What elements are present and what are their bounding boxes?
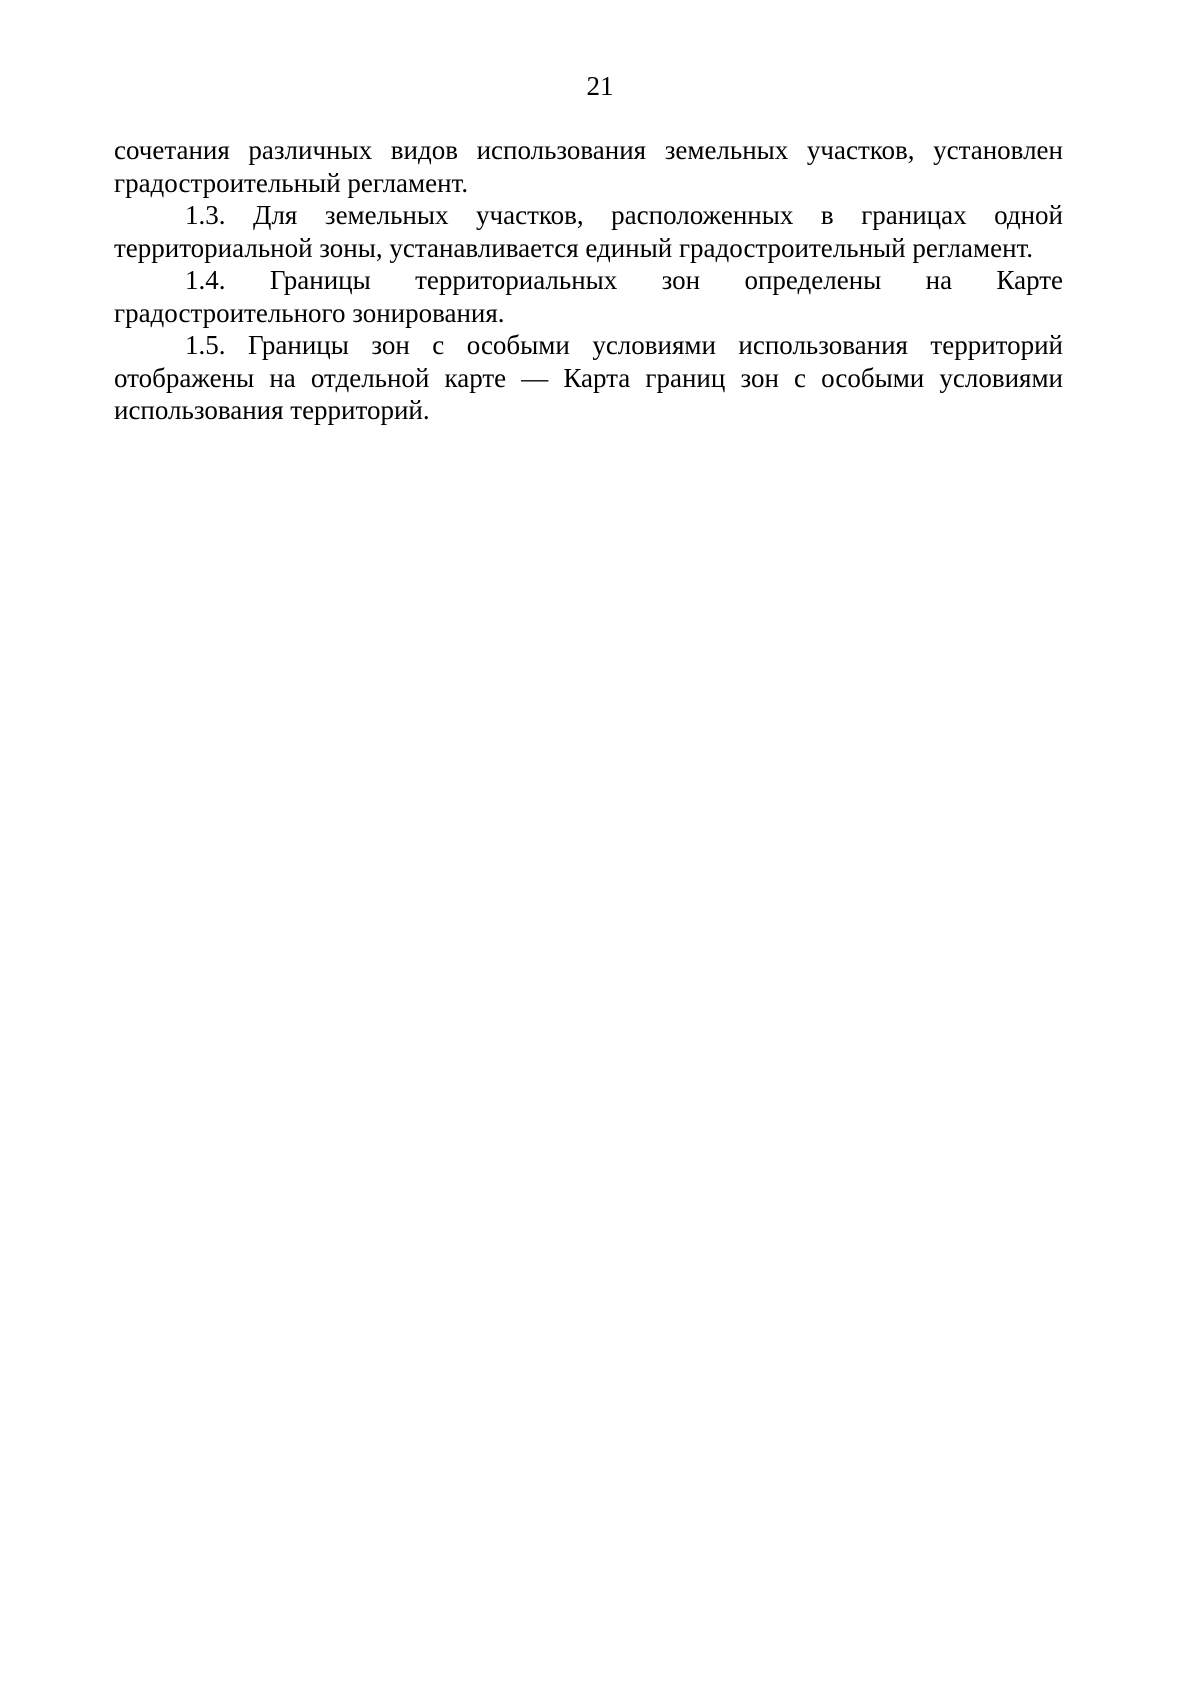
paragraph-1-5: 1.5. Границы зон с особыми условиями использования территорий отображены на отдельной карте — Карта границ зон с особыми условиями использования территорий.: [114, 330, 1063, 425]
paragraph-continuation: сочетания различных видов использования земельных участков, установлен градостроительный регламент.: [114, 135, 1063, 198]
page-number: 21: [586, 71, 614, 101]
document-body: [114, 134, 1063, 427]
paragraph-1-4: 1.4. Границы территориальных зон определены на Карте градостроительного зонирования.: [114, 265, 1063, 328]
paragraph-1-3: 1.3. Для земельных участков, расположенных в границах одной территориальной зоны, устанавливается единый градостроительный регламент.: [114, 200, 1063, 263]
